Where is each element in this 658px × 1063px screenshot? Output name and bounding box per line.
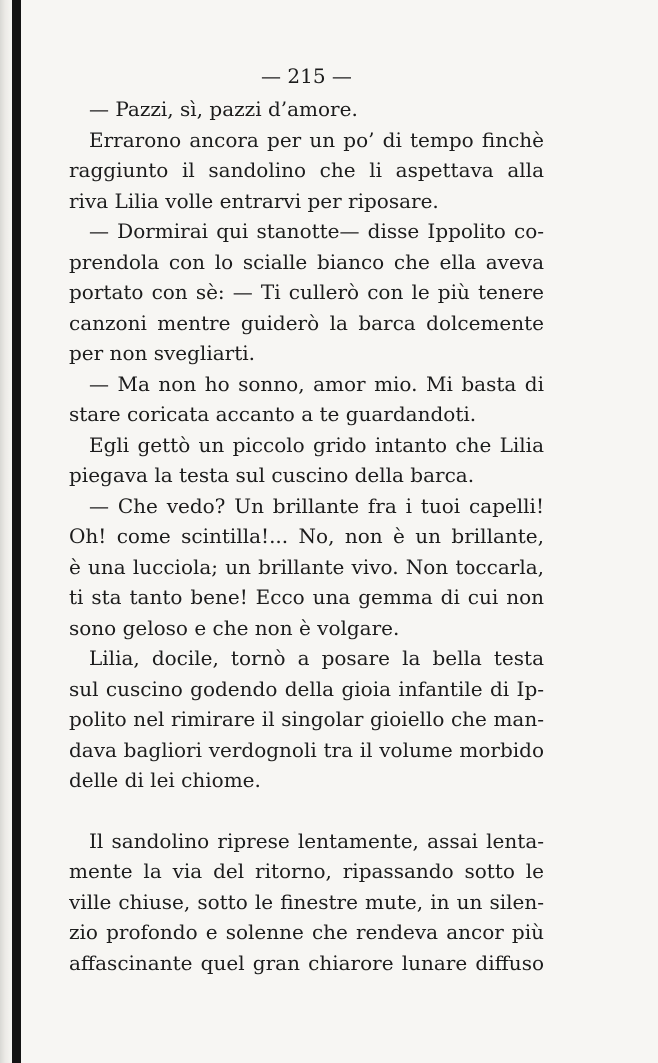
text-line: Lilia, docile, tornò a posare la bella testa: [89, 646, 544, 670]
text-line: delle di lei chiome.: [69, 768, 261, 792]
paragraph: [69, 491, 544, 644]
paragraph-gap: [69, 796, 544, 826]
text-line: per non svegliarti.: [69, 341, 255, 365]
paragraph: [69, 125, 544, 217]
binding-shadow: [0, 0, 12, 1063]
text-line: portato con sè: — Ti cullerò con le più tenere: [69, 280, 544, 304]
text-line: stare coricata accanto a te guardandoti.: [69, 402, 477, 426]
paragraph: [69, 94, 544, 125]
text-line: sul cuscino godendo della gioia infantile di Ip-: [69, 676, 544, 701]
text-line: — Dormirai qui stanotte— disse Ippolito co-: [89, 219, 544, 243]
text-line: mente la via del ritorno, ripassando sotto le: [69, 859, 544, 883]
text-line: — Che vedo? Un brillante fra i tuoi capelli!: [89, 493, 544, 518]
paragraph: [69, 369, 544, 430]
text-line: Egli gettò un piccolo grido intanto che Lilia: [89, 432, 544, 457]
text-line: raggiunto il sandolino che li aspettava alla: [69, 158, 544, 182]
text-line: è una lucciola; un brillante vivo. Non toccarla,: [69, 554, 544, 579]
text-line: ti sta tanto bene! Ecco una gemma di cui non: [69, 585, 544, 609]
text-line: sono geloso e che non è volgare.: [69, 615, 400, 640]
text-line: prendola con lo scialle bianco che ella aveva: [69, 249, 544, 274]
text-line: riva Lilia volle entrarvi per riposare.: [69, 188, 439, 213]
paragraph: [69, 643, 544, 796]
text-line: polito nel rimirare il singolar gioiello che man-: [69, 707, 544, 731]
text-line: piegava la testa sul cuscino della barca.: [69, 463, 475, 487]
paragraph: [69, 826, 544, 979]
page-content: [69, 58, 544, 978]
text-line: zio profondo e solenne che rendeva ancor più: [69, 920, 544, 944]
text-line: canzoni mentre guiderò la barca dolcemente: [69, 310, 544, 335]
paragraph: [69, 430, 544, 491]
text-line: Oh! come scintilla!... No, non è un brillante,: [69, 524, 544, 548]
text-line: ville chiuse, sotto le finestre mute, in un silen-: [69, 889, 544, 914]
text-line: Errarono ancora per un po’ di tempo finchè: [89, 127, 544, 152]
paragraph: [69, 216, 544, 369]
text-line: — Pazzi, sì, pazzi d’amore.: [89, 97, 358, 121]
text-line: — Ma non ho sonno, amor mio. Mi basta di: [89, 371, 544, 396]
text-line: Il sandolino riprese lentamente, assai lenta-: [89, 828, 544, 853]
page-edge-rule: [12, 0, 21, 1063]
page-number: — 215 —: [261, 64, 352, 88]
text-line: dava bagliori verdognoli tra il volume morbido: [69, 737, 544, 762]
text-line: affascinante quel gran chiarore lunare diffuso: [69, 950, 544, 975]
